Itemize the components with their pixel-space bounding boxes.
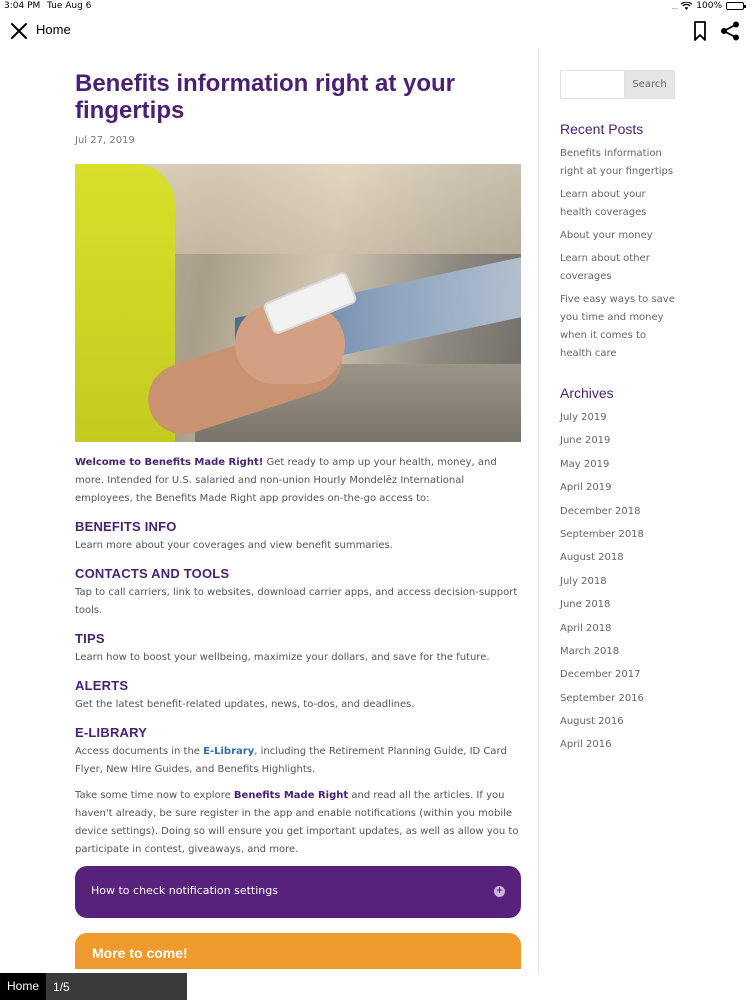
battery-icon [726,2,744,10]
sidebar [560,70,730,760]
recent-post-link[interactable]: Learn about your health coverages [560,189,647,218]
recent-post-link[interactable]: Benefits information right at your fingertips [560,148,674,177]
archive-link[interactable]: April 2018 [560,622,612,634]
search-input[interactable] [560,70,624,99]
intro-paragraph [75,454,521,508]
status-time: 3:04 PM [4,1,41,11]
column-divider [538,48,539,974]
post-title: Benefits information right at your fingertips [75,70,456,124]
section-text: Learn how to boost your wellbeing, maximize your dollars, and save for the future. [75,652,490,663]
section-title: TIPS [75,631,105,646]
archive-link[interactable]: September 2016 [560,692,644,704]
e-library-link[interactable]: E-Library [203,746,255,757]
search-button[interactable]: Search [624,70,675,99]
section-title: E-LIBRARY [75,725,148,740]
archive-link[interactable]: July 2018 [560,575,607,587]
archive-link[interactable]: June 2019 [560,435,611,447]
elibrary-text-before: Access documents in the [75,746,204,757]
section-title: ALERTS [75,678,129,693]
hero-image [75,164,521,442]
bottom-home-button[interactable]: Home [0,973,46,1000]
page-indicator: 1/5 [53,979,70,994]
nav-bar [0,14,750,46]
explore-text-before: Take some time now to explore [75,790,234,801]
section-title: CONTACTS AND TOOLS [75,566,230,581]
archive-link[interactable]: August 2018 [560,552,624,564]
section-text: Learn more about your coverages and view benefit summaries. [75,540,393,551]
archive-link[interactable]: May 2019 [560,458,610,470]
section-e-library [75,725,521,779]
archive-link[interactable]: September 2018 [560,528,644,540]
archive-link[interactable]: December 2017 [560,669,641,681]
plus-icon: + [495,886,504,896]
section-text: Get the latest benefit-related updates, news, to-dos, and deadlines. [75,699,415,710]
section-benefits-info [75,519,521,555]
explore-bold: Benefits Made Right [233,790,349,801]
accordion-label: How to check notification settings [91,884,278,897]
bookmark-icon[interactable] [691,20,709,42]
section-alerts [75,678,521,714]
share-icon[interactable] [719,20,741,42]
explore-paragraph [75,787,521,859]
wifi-icon [681,2,692,10]
section-contacts-and-tools [75,566,521,620]
more-card-label: More to come! [92,945,188,961]
search-form [560,70,730,99]
archive-link[interactable]: April 2019 [560,482,612,494]
archive-link[interactable]: April 2016 [560,739,612,751]
status-indicators [671,1,744,11]
archive-link[interactable]: December 2018 [560,505,641,517]
battery-percent: 100% [696,1,722,11]
recent-post-link[interactable]: Learn about other coverages [560,253,650,282]
recent-post-link[interactable]: About your money [560,230,653,241]
archive-link[interactable]: August 2016 [560,716,624,728]
recent-post-link[interactable]: Five easy ways to save you time and money when it comes to health care [560,294,675,359]
more-to-come-card[interactable] [75,933,521,969]
post-content [75,48,521,969]
section-text: Tap to call carriers, link to websites, download carrier apps, and access decision-support tools. [75,587,518,616]
post-date: Jul 27, 2019 [75,135,135,146]
notification-settings-accordion[interactable] [75,866,521,918]
status-bar [0,0,750,14]
archives-list [560,409,730,754]
archive-link[interactable]: July 2019 [560,412,607,423]
section-title: BENEFITS INFO [75,519,177,534]
archive-link[interactable]: March 2018 [560,645,620,657]
status-date: Tue Aug 6 [47,1,92,11]
archive-link[interactable]: June 2018 [560,599,611,611]
elibrary-text-after: , including the Retirement Planning Guide, ID Card Flyer, New Hire Guides, and Benefits Highlights. [75,746,507,775]
close-icon[interactable] [8,20,30,42]
intro-bold: Welcome to Benefits Made Right! [75,457,264,468]
recent-posts-list [560,145,730,363]
archives-heading: Archives [560,385,614,401]
intro-text: Get ready to amp up your health, money, and more. Intended for U.S. salaried and non-union Hourly Mondelēz International employees, the Benefits Made Right app provides on-the-go access to: [75,457,497,504]
section-tips [75,631,521,667]
recent-posts-heading: Recent Posts [560,121,644,137]
bottom-bar [0,973,187,1000]
signal-dots-icon: .... [671,1,678,11]
explore-text-after: and read all the articles. If you haven't already, be sure register in the app and enable notifications (within you mobile device settings). Doing so will ensure you get important updates, as well as allow you to participate in contest, giveaways, and more. [75,790,519,855]
section-text [75,743,521,779]
nav-title: Home [36,22,71,37]
